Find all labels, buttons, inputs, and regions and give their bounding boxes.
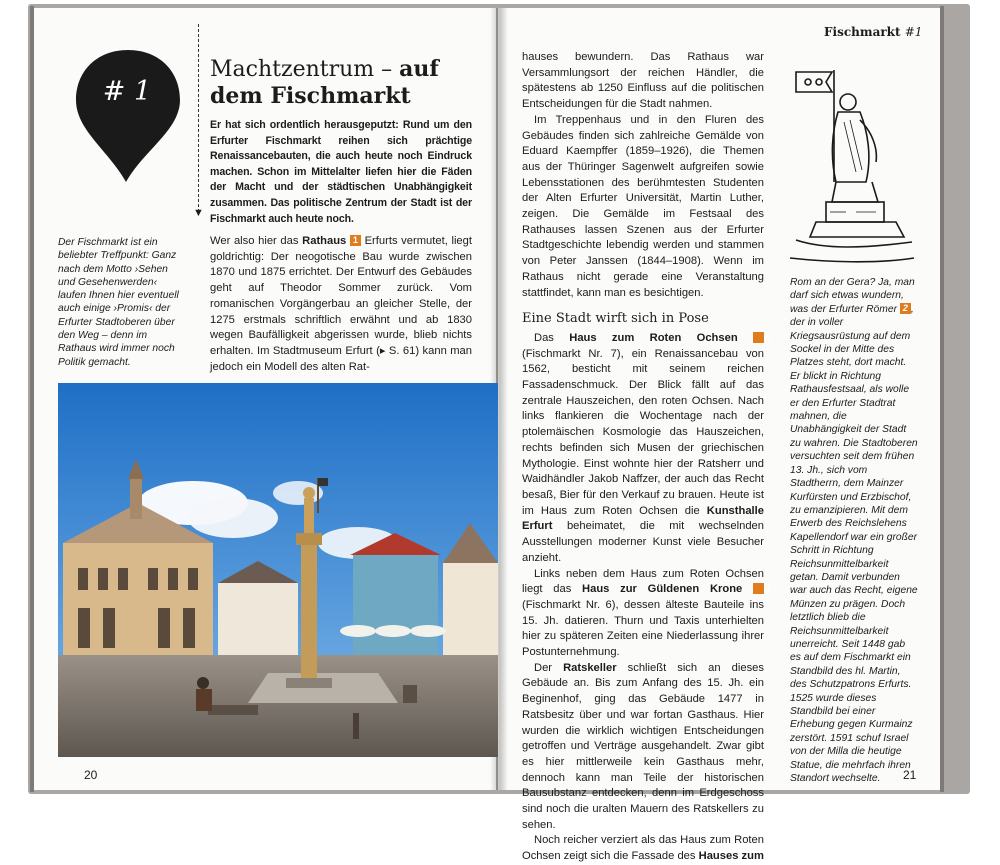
headline-part1: Machtzentrum – xyxy=(210,57,400,82)
body-text-left xyxy=(210,234,472,375)
page-number-right: 21 xyxy=(903,768,917,782)
para4-post: (Fischmarkt Nr. 6), dessen älteste Bauteile ins 15. Jh. datieren. Thurn und Taxis unterhielten hier zu späteren Zeiten eine Niederlassung ihrer Postunternehmung. xyxy=(522,598,764,659)
para3-bold-term: Haus zum Roten Ochsen xyxy=(569,331,738,344)
para3-bold-term-2: Kunsthalle Erfurt xyxy=(522,504,764,533)
running-head-text: Fischmarkt xyxy=(824,25,905,39)
roman-statue-sketch xyxy=(786,62,916,268)
sidebar-note-right xyxy=(790,276,918,785)
paragraph-3 xyxy=(522,331,771,567)
fischmarkt-photo xyxy=(58,383,498,757)
paragraph-5 xyxy=(522,661,764,834)
paragraph-6 xyxy=(522,833,764,864)
sidebar-right-post: , der in voller Kriegsausrüstung auf dem Sockel in der Mitte des Platzes steht, dort macht. Er blickt in Richtung Rathausfestsaal, als wolle er den Erfurter Stadtrat mahnen, die Unabhängigkeit der Stadt zu wahren. Die Stadtoberen versuchten seit dem frühen 13. Jh., sich vom Stadtherrn, dem Mainzer Kurfürsten und Erzbischof, zu emanzipieren. Mit dem Erwerb des Reichslehens Kapellendorf war ein großer Schritt in Richtung Reichsunmittelbarkeit getan. Damit verbunden war auch das Recht, eigene Münzen zu prägen. Doch letztlich blieb die Reichsunmittelbarkeit unerreicht. Seit 1448 gab es auf dem Fischmarkt ein Standbild des hl. Martin, des Schutzpatrons Erfurts. 1525 wurde dieses Standbild bei einer Erhebung gegen Kurmainz zerstört. 1591 schuf Israel von der Milla die heutige Statue, die mehrfach ihren Standort wechselte. xyxy=(790,303,918,785)
headline-part3: dem Fischmarkt xyxy=(210,83,411,109)
page-number-left: 20 xyxy=(84,768,98,782)
body-text-right xyxy=(522,50,771,865)
map-marker-badge-4: 4 xyxy=(753,583,764,594)
para3-mid: (Fischmarkt Nr. 7), ein Renaissancebau von 1562, besticht mit seinem reichen Fassadenschmuck. Der Blick fällt auf das zentrale Hauszeichen, den roten Ochsen. Nach links flankieren die Wochentage nach der ptolemäischen Kosmologie das Hauszeichen, rechts befinden sich Musen der griechischen Mythologie. Einst wohnte hier der Ratsherr und Waidhändler Jakob Naffzer, der auch das Recht besaß, Bier für den Verkauf zu brauen. Heute ist im Haus zum Roten Ochsen die xyxy=(522,347,764,517)
body-text-post: Erfurts vermutet, liegt goldrichtig: Der neogotische Bau wurde zwischen 1870 und 1875 errichtet. Der Entwurf des Gebäudes geht auf Theodor Sommer zurück. Vom romanischen Vorgängerbau an gleicher Stelle, der 1275 erstmals schriftlich erwähnt und ab 1830 wegen Baufälligkeit abgerissen wurde, blieb nichts erhalten. Im Stadtmuseum Erfurt (▸ S. 61) kann man jedoch ein Modell des alten Rat- xyxy=(210,235,472,373)
para6-pre: Noch reicher verziert als das Haus zum Roten Ochsen zeigt sich die Fassade des xyxy=(522,834,764,863)
rathaus-term: Rathaus xyxy=(302,235,347,247)
paragraph-4 xyxy=(522,567,771,661)
book-edge-right xyxy=(940,6,944,792)
para5-bold-term: Ratskeller xyxy=(563,661,617,674)
headline-part2: auf xyxy=(399,56,439,82)
para3-post: beheimatet, die mit wechselnden Ausstellungen moderner Kunst viele Besucher anzieht. xyxy=(522,520,764,564)
para4-bold-term: Haus zur Güldenen Krone xyxy=(582,583,743,596)
paragraph-1: hauses bewundern. Das Rathaus war Versammlungsort der reichen Händler, die spätestens ab 1250 Einfluss auf die politischen Entscheidungen für die Stadt nahmen. xyxy=(522,51,764,111)
running-head xyxy=(824,25,922,39)
para5-pre: Der xyxy=(534,661,564,674)
map-marker-badge-2: 2 xyxy=(900,303,911,314)
para6-bold-term: Hauses zum xyxy=(698,850,764,863)
map-marker-badge-3: 3 xyxy=(753,332,764,343)
sidebar-note-left: Der Fischmarkt ist ein beliebter Treffpunkt: Ganz nach dem Motto ›Sehen und Gesehenwerden‹ laufen Ihnen hier eventuell auch einige ›Promis‹ der Erfurter Stadtoberen über den Weg – denn im Rathaus wird immer noch Politik gemacht. xyxy=(58,237,179,368)
para3-pre: Das xyxy=(534,331,570,344)
map-pin-icon xyxy=(68,46,188,186)
section-subhead: Eine Stadt wirft sich in Pose xyxy=(522,311,709,327)
page-headline xyxy=(210,56,450,110)
para5-post: schließt sich an dieses Gebäude an. Bis zum Anfang des 15. Jh. ein Beginenhof, ging das Gebäude 1477 in Ratsbesitz über und war fortan Gasthaus. Hier wurden die wirklich wichtigen Entscheidungen getroffen und Verträge ausgehandelt. Zwar gibt es hier mittlerweile kein Gasthaus mehr, dennoch kann man Teile der historischen Bausubstanz entdecken, denn im Erdgeschoss sind noch die uralten Mauern des Ratskellers zu sehen. xyxy=(522,661,764,831)
body-text-pre: Wer also hier das xyxy=(210,235,303,247)
arrow-down-icon: ▼ xyxy=(193,207,204,219)
lead-paragraph: Er hat sich ordentlich herausgeputzt: Rund um den Erfurter Fischmarkt reihen sich prächtige Renaissancebauten, die auch heute noch Eindruck machen. Schon im Mittelalter liefen hier die Fäden der Macht und der städtischen Unabhängigkeit zusammen. Das politische Zentrum der Stadt ist der Fischmarkt auch heute noch. xyxy=(210,119,472,225)
chapter-number: # 1 xyxy=(102,76,152,107)
paragraph-2: Im Treppenhaus und in den Fluren des Gebäudes finden sich zahlreiche Gemälde von Eduard Kaempffer (1859–1926), die Themen aus der Thüringer Sagenwelt aufgreifen sowie Lebensstationen des berühmtesten Studenten der Alten Erfurter Universität, Martin Luther, zeigen. Die Gemälde im Festsaal des Rathauses lassen Szenen aus der Erfurter Stadtgeschichte lebendig werden und stammen von Peter Janssen (1844–1908). Wenn im Rathaus nicht gerade eine Veranstaltung stattfindet, kann man es besichtigen. xyxy=(522,113,764,299)
map-marker-badge-1: 1 xyxy=(350,235,361,246)
sidebar-right-pre: Rom an der Gera? Ja, man darf sich etwas wundern, was der Erfurter Römer xyxy=(790,277,915,315)
para4-pre: Links neben dem Haus zum Roten Ochsen liegt das xyxy=(522,567,764,596)
dashed-guide-line xyxy=(198,24,199,212)
running-head-number: #1 xyxy=(904,25,923,39)
